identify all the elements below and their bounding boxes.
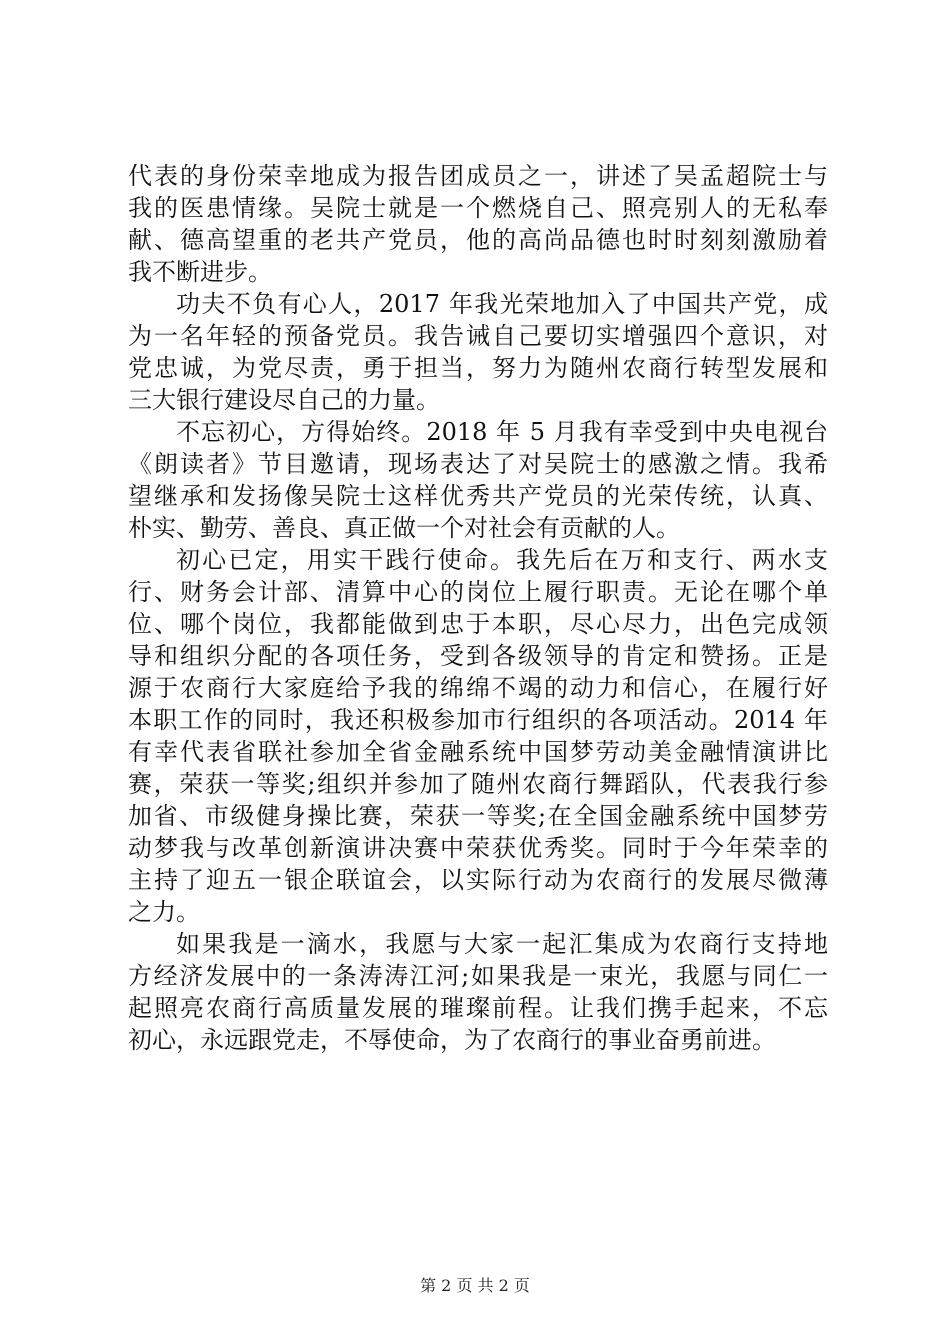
document-body — [128, 160, 828, 1056]
paragraph-line: 有幸代表省联社参加全省金融系统中国梦劳动美金融情演讲比 — [128, 738, 828, 766]
paragraph-line: 三大银行建设尽自己的力量。 — [128, 386, 440, 414]
paragraph — [128, 416, 828, 544]
paragraph-line: 初心，永远跟党走，不辱使命，为了农商行的事业奋勇前进。 — [128, 1026, 776, 1054]
paragraph-line: 起照亮农商行高质量发展的璀璨前程。让我们携手起来，不忘 — [128, 994, 828, 1022]
paragraph-line: 源于农商行大家庭给予我的绵绵不竭的动力和信心，在履行好 — [128, 674, 828, 702]
paragraph-line: 位、哪个岗位，我都能做到忠于本职，尽心尽力，出色完成领 — [128, 610, 828, 638]
paragraph-line: 如果我是一滴水，我愿与大家一起汇集成为农商行支持地 — [176, 930, 828, 958]
paragraph-line: 我的医患情缘。吴院士就是一个燃烧自己、照亮别人的无私奉 — [128, 194, 828, 222]
paragraph-line: 不忘初心，方得始终。2018 年 5 月我有幸受到中央电视台 — [176, 418, 828, 446]
paragraph-line: 献、德高望重的老共产党员，他的高尚品德也时时刻刻激励着 — [128, 226, 828, 254]
paragraph — [128, 544, 828, 928]
paragraph-line: 功夫不负有心人，2017 年我光荣地加入了中国共产党，成 — [176, 290, 828, 318]
paragraph-line: 党忠诚，为党尽责，勇于担当，努力为随州农商行转型发展和 — [128, 354, 828, 382]
paragraph-line: 望继承和发扬像吴院士这样优秀共产党员的光荣传统，认真、 — [128, 482, 828, 510]
paragraph-line: 主持了迎五一银企联谊会，以实际行动为农商行的发展尽微薄 — [128, 866, 828, 894]
paragraph-line: 赛，荣获一等奖;组织并参加了随州农商行舞蹈队，代表我行参 — [128, 770, 828, 798]
paragraph-line: 之力。 — [128, 898, 200, 926]
paragraph-line: 行、财务会计部、清算中心的岗位上履行职责。无论在哪个单 — [128, 578, 828, 606]
paragraph-line: 为一名年轻的预备党员。我告诫自己要切实增强四个意识，对 — [128, 322, 828, 350]
paragraph-line: 加省、市级健身操比赛，荣获一等奖;在全国金融系统中国梦劳 — [128, 802, 828, 830]
paragraph-line: 代表的身份荣幸地成为报告团成员之一，讲述了吴孟超院士与 — [128, 162, 828, 190]
paragraph — [128, 928, 828, 1056]
paragraph-line: 方经济发展中的一条涛涛江河;如果我是一束光，我愿与同仁一 — [128, 962, 828, 990]
paragraph-line: 《朗读者》节目邀请，现场表达了对吴院士的感激之情。我希 — [128, 450, 828, 478]
paragraph — [128, 160, 828, 288]
paragraph — [128, 288, 828, 416]
paragraph-line: 动梦我与改革创新演讲决赛中荣获优秀奖。同时于今年荣幸的 — [128, 834, 828, 862]
paragraph-line: 朴实、勤劳、善良、真正做一个对社会有贡献的人。 — [128, 514, 680, 542]
paragraph-line: 本职工作的同时，我还积极参加市行组织的各项活动。2014 年 — [128, 706, 828, 734]
paragraph-line: 我不断进步。 — [128, 258, 272, 286]
paragraph-line: 导和组织分配的各项任务，受到各级领导的肯定和赞扬。正是 — [128, 642, 828, 670]
page-footer: 第 2 页 共 2 页 — [420, 1276, 530, 1295]
paragraph-line: 初心已定，用实干践行使命。我先后在万和支行、两水支 — [176, 546, 828, 574]
